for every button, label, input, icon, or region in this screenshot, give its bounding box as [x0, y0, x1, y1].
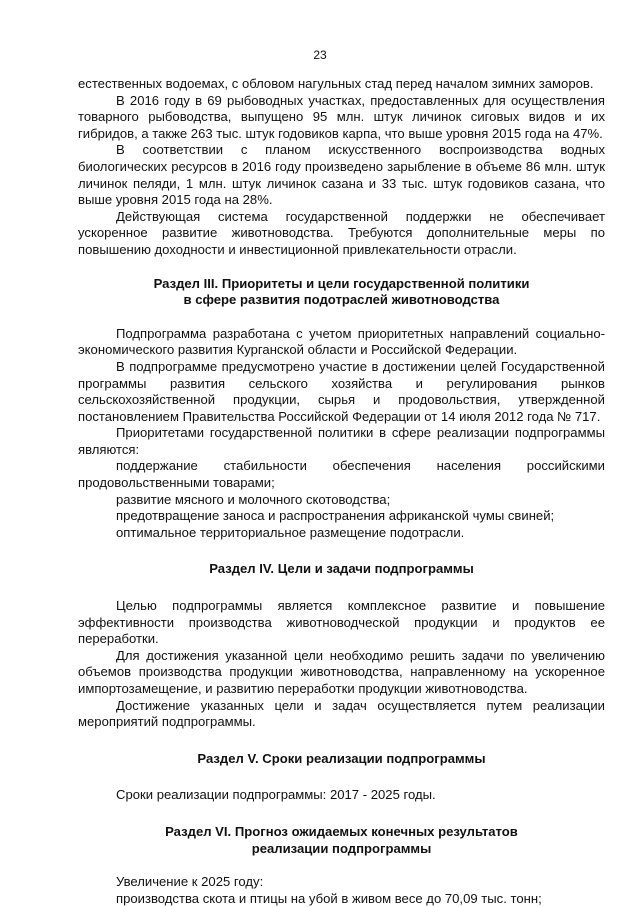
paragraph: Для достижения указанной цели необходимо решить задачи по увеличению объемов производства продукции животноводства, направленному на ускоренное импортозамещение, и развитию переработки продукции животноводства.: [78, 647, 605, 696]
paragraph: В 2016 году в 69 рыбоводных участках, предоставленных для осуществления товарного рыбоводства, выпущено 95 млн. штук личинок сиговых видов и их гибридов, а также 263 тыс. штук годовиков карпа, что выше уровня 2015 года на 47%.: [78, 92, 605, 141]
paragraph: Достижение указанных цели и задач осуществляется путем реализации мероприятий подпрограммы.: [78, 697, 605, 730]
paragraph: Подпрограмма разработана с учетом приоритетных направлений социально-экономического развития Курганской области и Российской Федерации.: [78, 325, 605, 358]
section-3-heading: Раздел III. Приоритеты и цели государственной политики в сфере развития подотраслей животноводства: [153, 275, 530, 308]
paragraph: Целью подпрограммы является комплексное развитие и повышение эффективности производства животноводческой продукции и продуктов ее переработки.: [78, 598, 605, 647]
list-item: предотвращение заноса и распространения африканской чумы свиней;: [116, 508, 555, 524]
list-item: развитие мясного и молочного скотоводства;: [116, 491, 391, 507]
paragraph: естественных водоемах, с обловом нагульных стад перед началом зимних заморов.: [78, 76, 594, 91]
section-6-heading: Раздел VI. Прогноз ожидаемых конечных результатов реализации подпрограммы: [165, 823, 518, 856]
paragraph: Сроки реализации подпрограммы: 2017 - 2025 годы.: [116, 787, 436, 803]
paragraph: В соответствии с планом искусственного воспроизводства водных биологических ресурсов в 2016 году произведено зарыбление в объеме 86 млн. штук личинок пеляди, 1 млн. штук личинок сазана и 33 тыс. штук годовиков сазана, что выше уровня 2015 года на 28%.: [78, 142, 605, 208]
section-5-heading: Раздел V. Сроки реализации подпрограммы: [197, 750, 486, 766]
paragraph: Приоритетами государственной политики в сфере реализации подпрограммы являются:: [78, 425, 605, 457]
paragraph: Увеличение к 2025 году:: [116, 874, 264, 890]
paragraph: Действующая система государственной поддержки не обеспечивает ускоренное развитие животноводства. Требуются дополнительные меры по повышению доходности и инвестиционной привлекательности отрасли.: [78, 208, 605, 257]
document-body: [78, 76, 605, 907]
paragraph: В подпрограмме предусмотрено участие в достижении целей Государственной программы развития сельского хозяйства и регулирования рынков сельскохозяйственной продукции, сырья и продовольствия, утвержденной постановлением Правительства Российской Федерации от 14 июля 2012 года № 717.: [78, 358, 605, 424]
page-number: 23: [313, 48, 327, 62]
list-item: оптимальное территориальное размещение подотрасли.: [116, 524, 465, 540]
paragraph: производства скота и птицы на убой в живом весе до 70,09 тыс. тонн;: [116, 890, 542, 906]
section-4-heading: Раздел IV. Цели и задачи подпрограммы: [209, 561, 474, 577]
list-item: поддержание стабильности обеспечения населения российскими продовольственными товарами;: [78, 458, 605, 491]
